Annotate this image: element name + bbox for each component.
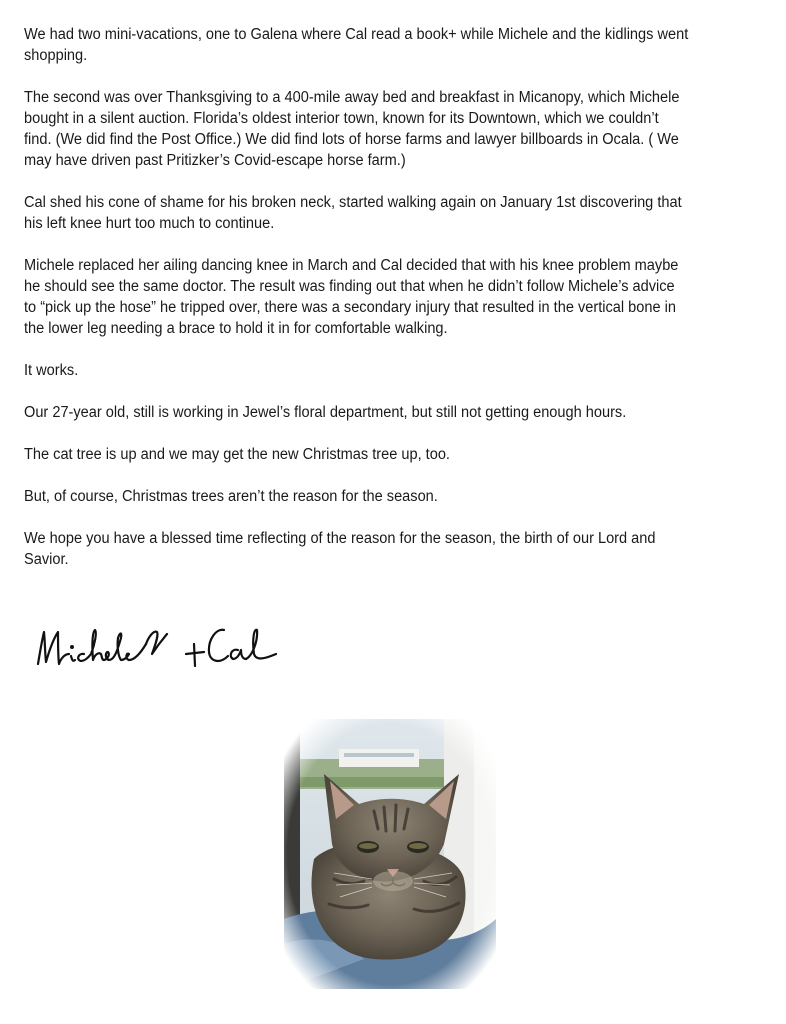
text-line: bought in a silent auction. Florida’s oldest interior town, known for its Downtown, which we couldn’t xyxy=(24,110,659,127)
text-line: to “pick up the hose” he tripped over, there was a secondary injury that resulted in the vertical bone in xyxy=(24,299,676,316)
paragraph-cat-tree xyxy=(24,444,767,465)
text-line: may have driven past Pritizker’s Covid-escape horse farm.) xyxy=(24,152,406,169)
cat-photo xyxy=(284,719,496,989)
text-line: his left knee hurt too much to continue. xyxy=(24,215,275,232)
paragraph-it-works xyxy=(24,360,767,381)
text-line: the lower leg needing a brace to hold it in for comfortable walking. xyxy=(24,320,448,337)
letter-body xyxy=(24,24,720,591)
text-line: The cat tree is up and we may get the new Christmas tree up, too. xyxy=(24,446,450,463)
text-line: Savior. xyxy=(24,551,69,568)
cat-photo-image xyxy=(284,719,496,989)
text-line: find. (We did find the Post Office.) We did find lots of horse farms and lawyer billboards in Ocala. ( We xyxy=(24,131,679,148)
text-line: It works. xyxy=(24,362,79,379)
paragraph-blessing xyxy=(24,528,767,570)
paragraph-thanksgiving xyxy=(24,87,767,171)
text-line: But, of course, Christmas trees aren’t the reason for the season. xyxy=(24,488,438,505)
text-line: The second was over Thanksgiving to a 400-mile away bed and breakfast in Micanopy, which Michele xyxy=(24,89,680,106)
text-line: he should see the same doctor. The result was finding out that when he didn’t follow Michele’s advice xyxy=(24,278,675,295)
text-line: Cal shed his cone of shame for his broken neck, started walking again on January 1st discovering that xyxy=(24,194,682,211)
paragraph-vacations xyxy=(24,24,767,66)
paragraph-reason xyxy=(24,486,767,507)
text-line: We hope you have a blessed time reflecting of the reason for the season, the birth of our Lord and xyxy=(24,530,656,547)
text-line: We had two mini-vacations, one to Galena where Cal read a book+ while Michele and the kidlings went xyxy=(24,26,689,43)
text-line: Michele replaced her ailing dancing knee in March and Cal decided that with his knee problem maybe xyxy=(24,257,679,274)
text-line: Our 27-year old, still is working in Jewel’s floral department, but still not getting enough hours. xyxy=(24,404,627,421)
handwritten-signature xyxy=(28,614,298,674)
signature-image xyxy=(28,614,298,674)
paragraph-neck xyxy=(24,192,767,234)
paragraph-jewel xyxy=(24,402,767,423)
paragraph-knee xyxy=(24,255,767,339)
text-line: shopping. xyxy=(24,47,88,64)
